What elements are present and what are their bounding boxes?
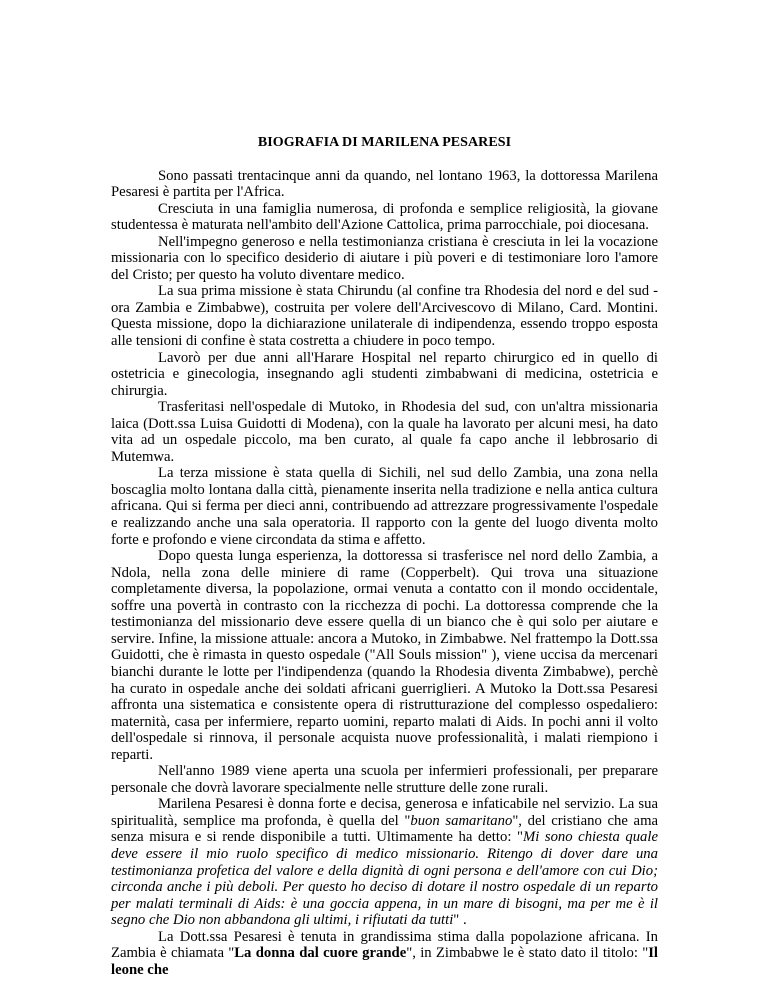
spirituality-text-b: ", del cristiano che ama senza misura e si rende disponibile a tutti. Ultimamente ha detto: " xyxy=(111,812,659,846)
paragraph-nursing-school: Nell'anno 1989 viene aperta una scuola per infermieri professionali, per preparare personale che dovrà lavorare specialmente nelle strutture delle zone rurali. xyxy=(111,763,658,796)
spirituality-quote: Mi sono chiesta quale deve essere il mio ruolo specifico di medico missionario. Ritengo di dover dare una testimonianza profetica del valore e della dignità di ogni persona e dell'amore con cui Dio; circonda anche i più deboli. Per questo ho deciso di dotare il nostro ospedale di un reparto per malati terminali di Aids: è una goccia appena, in un mare di bisogni, ma per me è il segno che Dio non abbandona gli ultimi, i rifiutati da tutti xyxy=(111,829,658,929)
paragraph-harare: Lavorò per due anni all'Harare Hospital nel reparto chirurgico ed in quello di ostetricia e ginecologia, insegnando agli studenti zimbabwani di medicina, ostetricia e chirurgia. xyxy=(111,349,658,399)
paragraph-mutoko: Trasferitasi nell'ospedale di Mutoko, in Rhodesia del sud, con un'altra missionaria laica (Dott.ssa Luisa Guidotti di Modena), con la quale ha lavorato per alcuni mesi, ha dato vita ad un ospedale piccolo, ma ben curato, al quale fa capo anche il lebbrosario di Mutemwa. xyxy=(111,399,658,465)
esteem-text-b: ", in Zimbabwe le è stato dato il titolo: " xyxy=(406,945,649,962)
paragraph-spirituality xyxy=(111,796,658,928)
document-title: BIOGRAFIA DI MARILENA PESARESI xyxy=(257,135,512,150)
paragraph-departure: Sono passati trentacinque anni da quando, nel lontano 1963, la dottoressa Marilena Pesaresi è partita per l'Africa. xyxy=(111,167,658,201)
paragraph-vocation: Nell'impegno generoso e nella testimonianza cristiana è cresciuta in lei la vocazione missionaria con lo specifico desiderio di aiutare i più poveri e di testimoniare loro l'amore del Cristo; per questo ha voluto diventare medico. xyxy=(111,233,658,283)
paragraph-sichili: La terza missione è stata quella di Sichili, nel sud dello Zambia, una zona nella boscaglia molto lontana dalla città, pienamente inserita nella tradizione e nella antica cultura africana. Qui si ferma per dieci anni, contribuendo ad attrezzare progressivamente l'ospedale e realizzando anche una sala operatoria. Il rapporto con la gente del luogo diventa molto forte e profondo e viene circondata da stima e affetto. xyxy=(111,465,658,548)
spirituality-text-a: Marilena Pesaresi è donna forte e decisa, generosa e infaticabile nel servizio. La sua spiritualità, semplice ma profonda, è quella del " xyxy=(111,796,658,829)
spirituality-italic-a: buon samaritano xyxy=(410,812,513,829)
document-page xyxy=(111,135,658,978)
paragraph-esteem xyxy=(111,929,658,979)
esteem-bold-a: La donna dal cuore grande xyxy=(234,945,407,962)
esteem-text-a: La Dott.ssa Pesaresi è tenuta in grandissima stima dalla popolazione africana. In Zambia è chiamata " xyxy=(111,928,658,962)
paragraph-upbringing: Cresciuta in una famiglia numerosa, di profonda e semplice religiosità, la giovane studentessa è maturata nell'ambito dell'Azione Cattolica, prima parrocchiale, poi diocesana. xyxy=(111,200,658,234)
spirituality-text-c: " . xyxy=(453,912,467,929)
paragraph-chirundu: La sua prima missione è stata Chirundu (al confine tra Rhodesia del nord e del sud - ora Zambia e Zimbabwe), costruita per volere dell'Arcivescovo di Milano, Card. Montini. Questa missione, dopo la dichiarazione unilaterale di indipendenza, essendo troppo esposta alle tensioni di confine è stata costretta a chiudere in poco tempo. xyxy=(111,283,658,350)
paragraph-ndola: Dopo questa lunga esperienza, la dottoressa si trasferisce nel nord dello Zambia, a Ndola, nella zona delle miniere di rame (Copperbelt). Qui trova una situazione completamente diversa, la popolazione, ormai venuta a contatto con il mondo occidentale, soffre una povertà in contrasto con la ricchezza di pochi. La dottoressa comprende che la testimonianza del missionario deve essere quella di un bianco che è qui solo per aiutare e servire. Infine, la missione attuale: ancora a Mutoko, in Zimbabwe. Nel frattempo la Dott.ssa Guidotti, che è rimasta in questo ospedale ("All Souls mission" ), viene uccisa da mercenari bianchi durante le lotte per l'indipendenza (quando la Rhodesia diventa Zimbabwe), perchè ha curato in ospedale anche dei soldati africani guerriglieri. A Mutoko la Dott.ssa Pesaresi affronta una sistematica e consistente opera di ristrutturazione del complesso ospedaliero: maternità, casa per infermiere, reparto uomini, reparto malati di Aids. In pochi anni il volto dell'ospedale si rinnova, il personale acquista nuove professionalità, i malati riempiono i reparti. xyxy=(111,548,658,763)
esteem-bold-b: Il leone che xyxy=(111,945,658,978)
